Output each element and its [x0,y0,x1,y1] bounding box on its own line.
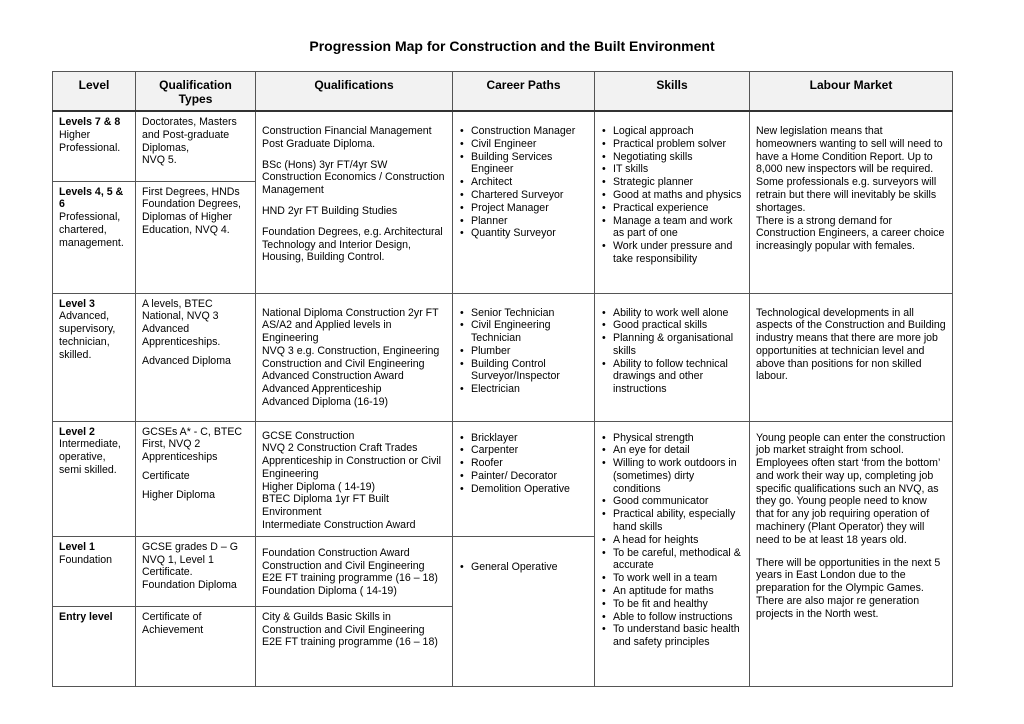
level-name: Levels 4, 5 & 6 [59,185,124,211]
qualification-item: Advanced Construction Award [262,370,404,383]
qualification-item: National Diploma Construction 2yr FT [262,306,439,319]
career-item: • Painter/ Decorator [459,470,588,483]
labour-market-text: There will be opportunities in the next 5 years in East London due to the preparation for the Olympic Games. There are also major re generation projects in the North west. [756,556,941,620]
skill-item: • Physical strength [601,432,743,445]
qualification-item: Intermediate Construction Award [262,519,416,532]
header-labour-market: Labour Market [750,72,953,112]
qualification-item: Foundation Diploma ( 14-19) [262,585,397,598]
level-description: Higher Professional. [59,128,121,154]
qualification-item: Construction and Civil Engineering [262,357,425,370]
career-item: • Plumber [459,345,588,358]
skills-list [601,307,743,397]
qualification-type: Foundation Diploma [142,579,237,592]
career-paths-cell [453,111,595,293]
qualification-types-cell [136,293,256,421]
level-name: Entry level [59,610,113,623]
skills-cell [595,293,750,421]
level-name: Level 3 [59,297,95,310]
career-item: • Roofer [459,457,588,470]
skill-item: • Planning & organisational skills [601,332,743,358]
labour-market-text: There is a strong demand for Construction Engineers, a career choice increasingly popular with females. [756,214,945,253]
qualification-item: Advanced Diploma (16-19) [262,396,389,409]
career-item: • Building Control Surveyor/Inspector [459,358,588,384]
skill-item: • Ability to follow technical drawings and other instructions [601,358,743,396]
header-qualification-types: Qualification Types [136,72,256,112]
career-item: • Project Manager [459,202,588,215]
career-item: • Quantity Surveyor [459,227,588,240]
qualifications-cell [256,421,453,536]
skill-item: • Good practical skills [601,319,743,332]
level-name: Level 1 [59,540,95,553]
qualification-type: NVQ 5. [142,154,177,167]
qualification-item: Foundation Degrees, e.g. Architectural Technology and Interior Design, Housing, Building Control. [262,225,443,264]
career-item: • Building Services Engineer [459,151,588,177]
table-row [53,111,953,181]
skill-item: • Strategic planner [601,176,743,189]
level-cell [53,606,136,686]
table-row [53,293,953,421]
qualification-item: Foundation Construction Award [262,546,410,559]
level-name: Levels 7 & 8 [59,116,121,128]
skill-item: • To be fit and healthy [601,598,743,611]
career-item: • Civil Engineering Technician [459,319,588,345]
qualification-item: Advanced Apprenticeship [262,383,382,396]
qualification-type: Advanced Diploma [142,354,231,367]
qualification-types-cell [136,606,256,686]
level-description: Advanced, supervisory, technician, skilled. [59,310,116,361]
table-row [53,421,953,536]
qualification-type: Certificate [142,469,190,482]
career-item: • Bricklayer [459,432,588,445]
career-list [459,125,588,240]
qualification-item: Apprenticeship in Construction or Civil Engineering [262,455,441,480]
career-item: • Demolition Operative [459,483,588,496]
career-item: • Senior Technician [459,307,588,320]
page-title: Progression Map for Construction and the Built Environment [309,38,715,54]
progression-table [52,71,953,687]
career-item: • Civil Engineer [459,138,588,151]
skill-item: • An eye for detail [601,444,743,457]
skill-item: • Practical experience [601,202,743,215]
career-item: • Carpenter [459,444,588,457]
skill-item: • Manage a team and work as part of one [601,215,743,241]
qualification-types-cell [136,421,256,536]
skill-item: • To be careful, methodical & accurate [601,547,743,573]
header-career-paths: Career Paths [453,72,595,112]
qualification-item: Construction Financial Management Post Graduate Diploma. [262,125,432,150]
skill-item: • To understand basic health and safety principles [601,623,743,649]
career-paths-cell [453,293,595,421]
level-description: Intermediate, operative, semi skilled. [59,438,121,476]
qualifications-cell [256,536,453,606]
qualification-item: AS/A2 and Applied levels in Engineering [262,319,392,345]
qualification-type: First Degrees, HNDs Foundation Degrees, Diplomas of Higher Education, NVQ 4. [142,185,241,236]
skill-item: • Good communicator [601,495,743,508]
qualification-item: NVQ 3 e.g. Construction, Engineering [262,344,440,357]
labour-market-text: New legislation means that homeowners wanting to sell will need to have a Home Condition Report. Up to 8,000 new inspectors will be required. Some professionals e.g. surveyors will retrain but there will inevitably be skills shortages. [756,125,943,214]
skills-list [601,432,743,650]
career-paths-cell [453,536,595,686]
career-paths-cell [453,421,595,536]
header-level: Level [53,72,136,112]
skills-list [601,125,743,266]
skill-item: • Willing to work outdoors in (sometimes) dirty conditions [601,457,743,495]
qualification-type: Certificate of Achievement [142,610,204,636]
level-cell [53,421,136,536]
skills-cell [595,421,750,686]
qualification-item: Higher Diploma ( 14-19) [262,480,376,493]
skill-item: • IT skills [601,163,743,176]
skill-item: • Negotiating skills [601,151,743,164]
header-qualifications: Qualifications [256,72,453,112]
qualification-item: HND 2yr FT Building Studies [262,204,398,217]
qualification-item: E2E FT training programme (16 – 18) [262,572,438,585]
labour-market-cell [750,421,953,686]
career-item: • Construction Manager [459,125,588,138]
qualification-item: City & Guilds Basic Skills in Construction and Civil Engineering [262,610,425,636]
qualification-type: Higher Diploma [142,488,216,501]
labour-market-cell [750,111,953,293]
skill-item: • To work well in a team [601,572,743,585]
header-skills: Skills [595,72,750,112]
career-list [459,561,588,574]
career-item: • General Operative [459,561,588,574]
level-description: Foundation [59,553,113,566]
qualification-types-cell [136,181,256,293]
career-list [459,307,588,397]
level-cell [53,293,136,421]
qualification-item: BTEC Diploma 1yr FT Built Environment [262,493,389,519]
qualification-item: BSc (Hons) 3yr FT/4yr SW Construction Economics / Construction Management [262,158,445,197]
qualification-item: Construction and Civil Engineering [262,559,425,572]
level-cell [53,111,136,181]
qualification-type: GCSE grades D – G NVQ 1, Level 1 Certificate. [142,540,238,579]
qualification-type: GCSEs A* - C, BTEC First, NVQ 2 Apprenticeships [142,425,243,464]
career-item: • Chartered Surveyor [459,189,588,202]
qualifications-cell [256,293,453,421]
career-item: • Architect [459,176,588,189]
level-cell [53,181,136,293]
qualifications-cell [256,111,453,293]
skill-item: • Good at maths and physics [601,189,743,202]
skill-item: • Practical ability, especially hand skills [601,508,743,534]
qualification-types-cell [136,536,256,606]
qualification-item: GCSE Construction [262,429,355,442]
skill-item: • An aptitude for maths [601,585,743,598]
header-row [53,72,953,112]
qualification-item: E2E FT training programme (16 – 18) [262,636,438,649]
skill-item: • Able to follow instructions [601,611,743,624]
career-item: • Planner [459,215,588,228]
qualification-item: NVQ 2 Construction Craft Trades [262,442,418,455]
skills-cell [595,111,750,293]
qualifications-cell [256,606,453,686]
qualification-types-cell [136,111,256,181]
skill-item: • Logical approach [601,125,743,138]
qualification-type: A levels, BTEC National, NVQ 3 Advanced Apprenticeships. [142,297,221,348]
career-list [459,432,588,496]
labour-market-cell [750,293,953,421]
labour-market-text: Young people can enter the construction job market straight from school. Employees often start ‘from the bottom’ and work their way up, completing job specific qualifications such an NVQ, as they go. Young people need to know that for any job requiring operation of machinery (Plant Operator) they will need to be at least 18 years old. [756,431,946,546]
skill-item: • Ability to work well alone [601,307,743,320]
career-item: • Electrician [459,383,588,396]
level-cell [53,536,136,606]
skill-item: • A head for heights [601,534,743,547]
level-description: Professional, chartered, management. [59,211,124,249]
level-name: Level 2 [59,425,95,438]
qualification-type: Doctorates, Masters and Post-graduate Diplomas, [142,116,237,154]
labour-market-text: Technological developments in all aspects of the Construction and Building industry means that there are more job opportunities at technician level and above than positions for non skilled labour. [756,306,946,383]
skill-item: • Work under pressure and take responsibility [601,240,743,266]
skill-item: • Practical problem solver [601,138,743,151]
